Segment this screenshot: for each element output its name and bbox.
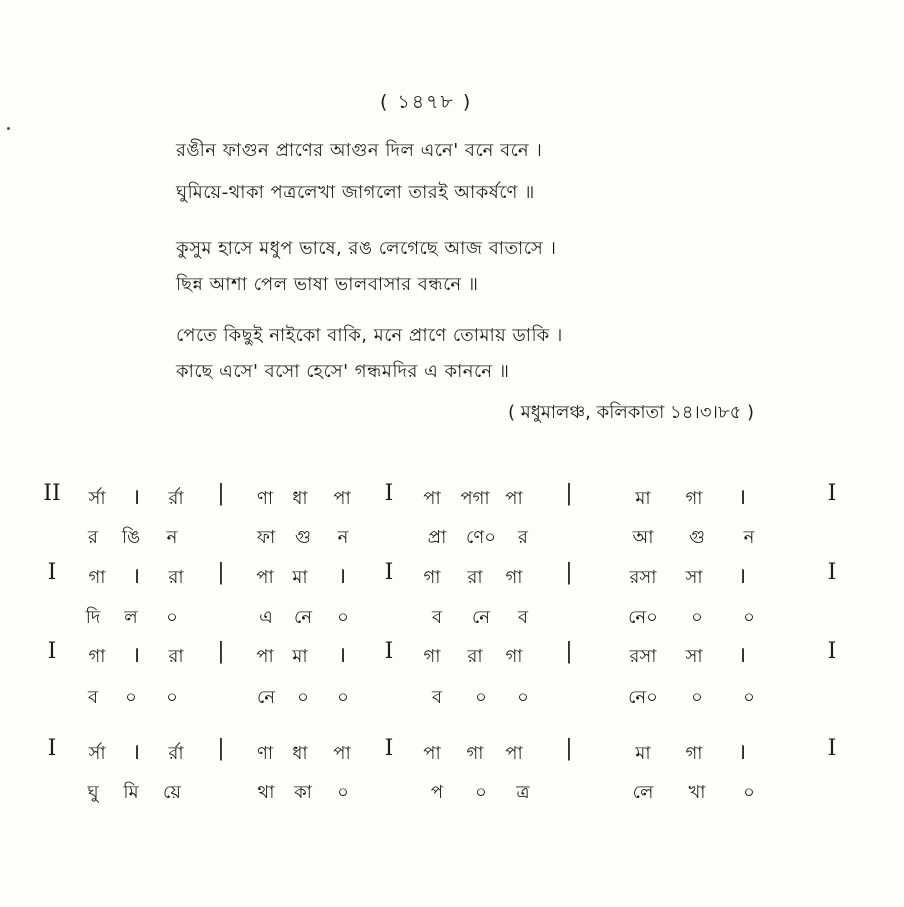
song-number: ( ১৪৭৮ )	[380, 91, 473, 113]
swara-note: ণা	[256, 743, 274, 764]
swara-note: সা	[685, 646, 703, 667]
lyric-line-1: রঙীন ফাগুন প্রাণের আগুন দিল এনে' বনে বনে ।	[176, 140, 543, 161]
lyric-syllable: ০	[297, 687, 309, 708]
swara-note: রা	[467, 646, 483, 667]
swara-note: পা	[423, 488, 441, 509]
lyric-syllable: ০	[166, 687, 178, 708]
swara-note: ধা	[292, 488, 308, 509]
lyric-line-2: ঘুমিয়ে-থাকা পত্রলেখা জাগলো তারই আকর্ষণে ॥	[176, 182, 535, 203]
lyric-syllable: ন	[743, 527, 755, 548]
swara-note: রা	[168, 567, 184, 588]
ink-dot	[7, 127, 10, 130]
swara-note: গা	[88, 567, 106, 588]
bar-symbol: I	[384, 560, 394, 585]
lyric-syllable: ০	[337, 782, 349, 803]
bar-symbol: I	[47, 560, 57, 585]
bar-symbol: I	[384, 736, 394, 761]
lyric-syllable: ল	[124, 607, 138, 628]
swara-note: রসা	[629, 646, 657, 667]
lyric-syllable: নে	[293, 607, 313, 628]
lyric-syllable: ০	[337, 607, 349, 628]
bar-symbol: |	[565, 560, 573, 585]
bar-symbol: II	[43, 481, 61, 506]
bar-symbol: I	[384, 481, 394, 506]
lyric-syllable: ফা	[256, 527, 276, 548]
swara-row	[0, 639, 904, 678]
swara-row	[0, 481, 904, 520]
lyric-syllable: ব	[87, 687, 99, 708]
lyric-syllable: ন	[337, 527, 349, 548]
swara-row	[0, 560, 904, 599]
lyric-syllable: ০	[337, 687, 349, 708]
swara-note: র্সা	[88, 743, 106, 764]
bar-symbol: |	[565, 639, 573, 664]
swara-note: গা	[505, 646, 523, 667]
swara-note: র্রা	[168, 488, 184, 509]
lyric-syllable: দি	[85, 607, 101, 628]
bar-symbol: ।	[131, 564, 141, 589]
bar-symbol: I	[827, 736, 837, 761]
bar-symbol: I	[47, 639, 57, 664]
lyric-syllable: ঘু	[87, 782, 99, 803]
lyric-syllable: ব	[517, 607, 529, 628]
lyric-syllable: ০	[125, 687, 137, 708]
lyric-line-3: কুসুম হাসে মধুপ ভাষে, রঙ লেগেছে আজ বাতাসে ।	[176, 238, 557, 259]
bar-symbol: ।	[737, 643, 747, 668]
lyric-syllable: ঙি	[121, 527, 141, 548]
swara-note: মা	[292, 567, 308, 588]
bar-symbol: ।	[737, 740, 747, 765]
bar-symbol: |	[565, 736, 573, 761]
bar-symbol: ।	[131, 643, 141, 668]
lyric-syllable: ০	[517, 687, 529, 708]
signature-line: ( মধুমালঞ্চ, কলিকাতা ১৪।৩।৮৫ )	[508, 402, 755, 423]
bar-symbol: ।	[131, 485, 141, 510]
syllable-row	[0, 778, 904, 814]
lyric-line-4: ছিন্ন আশা পেল ভাষা ভালবাসার বন্ধনে ॥	[176, 274, 479, 295]
swara-note: মা	[635, 743, 651, 764]
lyric-syllable: খা	[688, 782, 706, 803]
bar-symbol: I	[827, 481, 837, 506]
swara-note: সা	[685, 567, 703, 588]
bar-symbol: ।	[337, 643, 347, 668]
swara-note: গা	[685, 488, 703, 509]
lyric-syllable: ০	[166, 607, 178, 628]
swara-note: রা	[467, 567, 483, 588]
swara-note: গা	[423, 646, 441, 667]
swara-note: মা	[292, 646, 308, 667]
lyric-syllable: থা	[257, 782, 275, 803]
lyric-syllable: ণে০	[466, 527, 496, 548]
syllable-row	[0, 683, 904, 719]
lyric-syllable: ব	[431, 687, 443, 708]
swara-note: মা	[635, 488, 651, 509]
swara-note: পা	[333, 488, 351, 509]
swara-note: গা	[505, 567, 523, 588]
swara-note: পগা	[460, 488, 490, 509]
bar-symbol: ।	[737, 564, 747, 589]
lyric-syllable: গু	[689, 527, 705, 548]
bar-symbol: ।	[131, 740, 141, 765]
swara-note: পা	[256, 567, 274, 588]
swara-note: পা	[505, 743, 523, 764]
lyric-syllable: গু	[295, 527, 311, 548]
swara-note: গা	[685, 743, 703, 764]
lyric-syllable: নে০	[628, 607, 658, 628]
lyric-syllable: ০	[475, 782, 487, 803]
lyric-syllable: ০	[475, 687, 487, 708]
lyric-syllable: নে	[471, 607, 491, 628]
lyric-syllable: এ	[259, 607, 273, 628]
lyric-syllable: প্রা	[427, 527, 447, 548]
bar-symbol: I	[827, 639, 837, 664]
lyric-syllable: র	[88, 527, 98, 548]
syllable-row	[0, 603, 904, 639]
swara-note: রসা	[629, 567, 657, 588]
lyric-syllable: মি	[123, 782, 139, 803]
swara-note: পা	[423, 743, 441, 764]
lyric-line-5: পেতে কিছুই নাইকো বাকি, মনে প্রাণে তোমায় ডাকি ।	[176, 325, 563, 346]
lyric-syllable: নে০	[628, 687, 658, 708]
lyric-syllable: নে	[256, 687, 276, 708]
bar-symbol: I	[384, 639, 394, 664]
swara-row	[0, 736, 904, 775]
lyric-syllable: ০	[743, 687, 755, 708]
lyric-syllable: য়ে	[163, 782, 181, 803]
swara-note: পা	[256, 646, 274, 667]
swara-note: রা	[168, 646, 184, 667]
lyric-syllable: আ	[632, 527, 654, 548]
syllable-row	[0, 523, 904, 559]
bar-symbol: I	[47, 736, 57, 761]
lyric-syllable: ব	[431, 607, 443, 628]
lyric-syllable: ০	[691, 607, 703, 628]
bar-symbol: |	[217, 560, 225, 585]
swara-note: গা	[88, 646, 106, 667]
lyric-syllable: র	[518, 527, 528, 548]
bar-symbol: |	[217, 736, 225, 761]
lyric-syllable: ০	[691, 687, 703, 708]
lyric-syllable: ০	[743, 607, 755, 628]
lyric-syllable: লে	[632, 782, 654, 803]
swara-note: ধা	[292, 743, 308, 764]
swara-note: পা	[505, 488, 523, 509]
bar-symbol: ।	[737, 485, 747, 510]
swara-note: ণা	[256, 488, 274, 509]
lyric-line-6: কাছে এসে' বসো হেসে' গন্ধমদির এ কাননে ॥	[176, 361, 510, 382]
lyric-syllable: কা	[294, 782, 312, 803]
lyric-syllable: ত্র	[516, 782, 530, 803]
lyric-syllable: ন	[166, 527, 178, 548]
swara-note: গা	[466, 743, 484, 764]
swara-note: গা	[423, 567, 441, 588]
bar-symbol: ।	[337, 564, 347, 589]
swara-note: পা	[333, 743, 351, 764]
bar-symbol: |	[217, 639, 225, 664]
swara-note: র্রা	[168, 743, 184, 764]
bar-symbol: |	[565, 481, 573, 506]
lyric-syllable: প	[430, 782, 444, 803]
bar-symbol: I	[827, 560, 837, 585]
lyric-syllable: ০	[743, 782, 755, 803]
bar-symbol: |	[217, 481, 225, 506]
swara-note: র্সা	[88, 488, 106, 509]
